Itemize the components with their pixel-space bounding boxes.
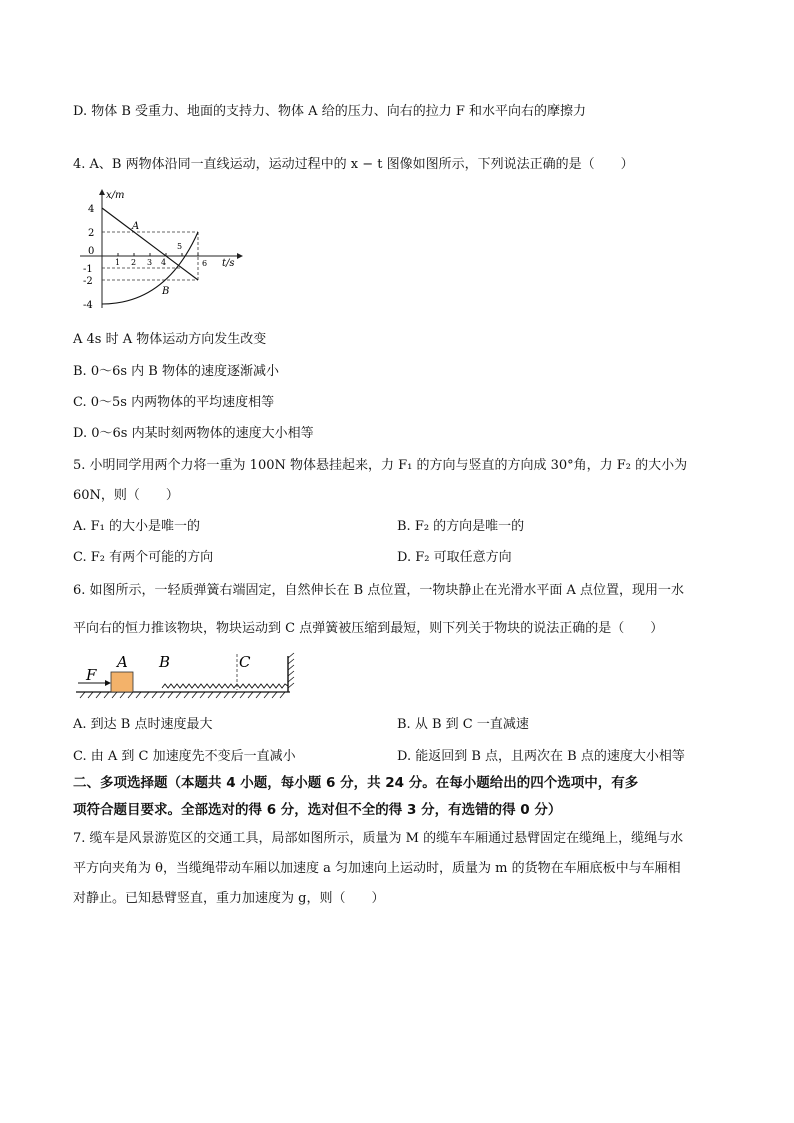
x-axis-label: t/s	[222, 258, 235, 269]
x-tick-3: 3	[147, 258, 153, 267]
y-tick-neg1: -1	[83, 264, 93, 275]
q3-option-d: D. 物体 B 受重力、地面的支持力、物体 A 给的压力、向右的拉力 F 和水平向右的摩擦力	[73, 104, 586, 119]
q4-xt-graph	[70, 186, 250, 318]
q5-stem-line1: 5. 小明同学用两个力将一重为 100N 物体悬挂起来，力 F₁ 的方向与竖直的方向成 30°角，力 F₂ 的大小为	[73, 458, 688, 473]
y-tick-0: 0	[88, 246, 95, 257]
x-tick-6: 6	[202, 259, 208, 268]
q4-stem: 4. A、B 两物体沿同一直线运动，运动过程中的 x − t 图像如图所示，下列说法正确的是（ ）	[73, 157, 634, 172]
q4-option-b: B. 0～6s 内 B 物体的速度逐渐减小	[73, 364, 279, 379]
y-tick-2: 2	[88, 228, 95, 239]
q6-stem-line1: 6. 如图所示，一轻质弹簧右端固定，自然伸长在 B 点位置，一物块静止在光滑水平面 A 点位置，现用一水	[73, 583, 685, 598]
q5-option-a: A. F₁ 的大小是唯一的	[73, 519, 201, 534]
spring	[162, 684, 288, 688]
label-b: B	[162, 286, 170, 297]
x-tick-4: 4	[161, 258, 167, 267]
q6-option-a: A. 到达 B 点时速度最大	[73, 717, 213, 732]
label-a: A	[117, 653, 128, 671]
q5-option-d: D. F₂ 可取任意方向	[397, 550, 512, 565]
q5-option-c: C. F₂ 有两个可能的方向	[73, 550, 214, 565]
x-tick-2: 2	[131, 258, 137, 267]
q6-spring-figure	[72, 650, 302, 704]
q7-stem-line3: 对静止。已知悬臂竖直，重力加速度为 g，则（ ）	[73, 891, 385, 906]
q6-option-d: D. 能返回到 B 点，且两次在 B 点的速度大小相等	[397, 749, 685, 764]
q5-option-b: B. F₂ 的方向是唯一的	[397, 519, 525, 534]
block-a	[111, 672, 133, 692]
section2-heading-line1: 二、多项选择题（本题共 4 小题，每小题 6 分，共 24 分。在每小题给出的四个选项中，有多	[73, 775, 639, 791]
q6-option-b: B. 从 B 到 C 一直减速	[397, 717, 529, 732]
q7-stem-line2: 平方向夹角为 θ，当缆绳带动车厢以加速度 a 匀加速向上运动时，质量为 m 的货物在车厢底板中与车厢相	[73, 861, 681, 876]
q6-option-c: C. 由 A 到 C 加速度先不变后一直减小	[73, 749, 296, 764]
x-tick-1: 1	[115, 258, 121, 267]
label-a: A	[132, 221, 140, 232]
y-axis-label: x/m	[106, 190, 125, 201]
q5-stem-line2: 60N，则（ ）	[73, 488, 179, 503]
y-tick-neg2: -2	[83, 276, 93, 287]
label-c: C	[239, 653, 251, 671]
q6-stem-line2: 平向右的恒力推该物块，物块运动到 C 点弹簧被压缩到最短，则下列关于物块的说法正确的是（ ）	[73, 621, 664, 636]
section2-heading-line2: 项符合题目要求。全部选对的得 6 分，选对但不全的得 3 分，有选错的得 0 分）	[73, 802, 562, 818]
line-a	[102, 208, 198, 280]
q4-option-d: D. 0～6s 内某时刻两物体的速度大小相等	[73, 426, 314, 441]
label-f: F	[86, 666, 97, 684]
y-tick-4: 4	[88, 204, 95, 215]
q7-stem-line1: 7. 缆车是风景游览区的交通工具，局部如图所示，质量为 M 的缆车车厢通过悬臂固定在缆绳上，缆绳与水	[73, 831, 684, 846]
label-b: B	[159, 653, 171, 671]
q4-option-c: C. 0～5s 内两物体的平均速度相等	[73, 395, 275, 410]
y-tick-neg4: -4	[83, 300, 93, 311]
x-tick-5: 5	[177, 242, 183, 251]
q4-option-a: A 4s 时 A 物体运动方向发生改变	[73, 332, 267, 347]
